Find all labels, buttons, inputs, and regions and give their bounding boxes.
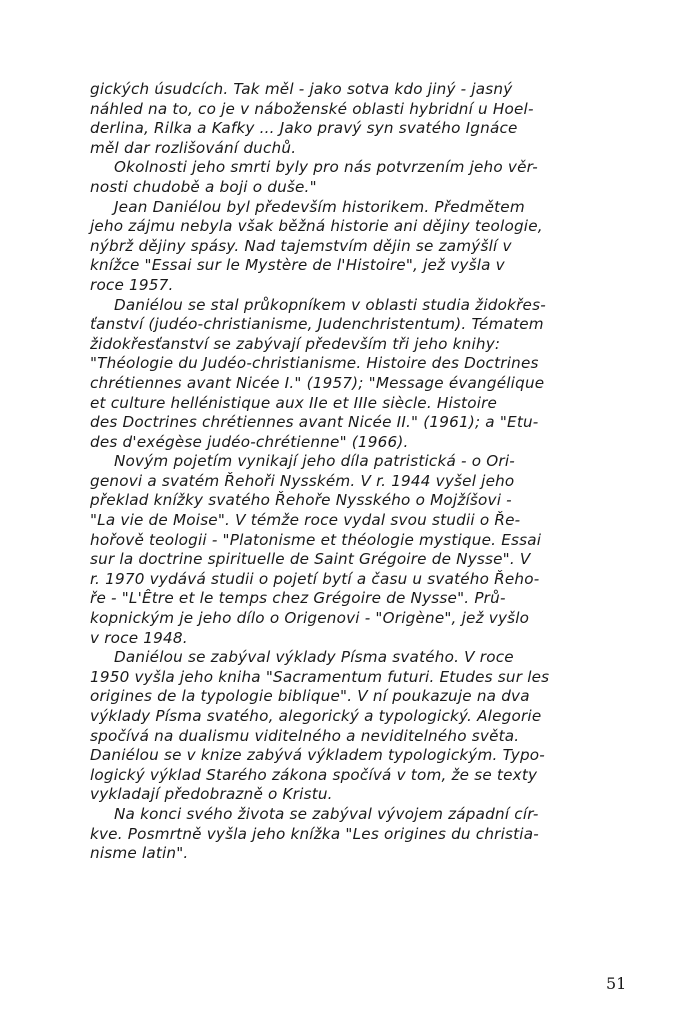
text-line: překlad knížky svatého Řehoře Nysského o Mojžíšovi - (90, 491, 512, 510)
text-line: roce 1957. (90, 275, 174, 294)
text-line: spočívá na dualismu viditelného a neviditelného světa. (90, 726, 520, 745)
paragraph-first-line: Novým pojetím vynikají jeho díla patristická - o Ori- (114, 452, 515, 471)
text-line: genovi a svatém Řehoři Nysském. V r. 1944 vyšel jeho (90, 471, 515, 490)
text-line: vykladají předobrazně o Kristu. (90, 785, 333, 804)
text-line: kve. Posmrtně vyšla jeho knížka "Les origines du christia- (90, 824, 539, 843)
paragraph-first-line: Daniélou se stal průkopníkem v oblasti studia židokřes- (114, 295, 546, 314)
paragraph-first-line: Daniélou se zabýval výklady Písma svatého. V roce (114, 648, 514, 667)
text-line: náhled na to, co je v náboženské oblasti hybridní u Hoel- (90, 99, 534, 118)
text-line: origines de la typologie biblique". V ní poukazuje na dva (90, 687, 530, 706)
text-line: jeho zájmu nebyla však běžná historie ani dějiny teologie, (90, 217, 543, 236)
text-line: nisme latin". (90, 844, 189, 863)
text-line: ře - "L'Être et le temps chez Grégoire de Nysse". Prů- (90, 589, 506, 608)
text-line: Daniélou se v knize zabývá výkladem typologickým. Typo- (90, 746, 545, 765)
text-line: gických úsudcích. Tak měl - jako sotva kdo jiný - jasný (90, 80, 513, 98)
text-line: nýbrž dějiny spásy. Nad tajemstvím dějin se zamýšlí v (90, 236, 512, 255)
page-number: 51 (606, 974, 627, 993)
text-line: v roce 1948. (90, 628, 188, 647)
text-line: des Doctrines chrétiennes avant Nicée II." (1961); a "Etu- (90, 413, 539, 432)
text-line: nosti chudobě a boji o duše." (90, 177, 317, 196)
text-line: výklady Písma svatého, alegorický a typologický. Alegorie (90, 707, 542, 725)
body-text (90, 80, 625, 864)
text-line: kopnickým je jeho dílo o Origenovi - "Origène", jež vyšlo (90, 609, 530, 628)
text-line: et culture hellénistique aux IIe et IIIe siècle. Histoire (90, 393, 498, 412)
text-line: logický výklad Starého zákona spočívá v tom, že se texty (90, 765, 538, 784)
text-line: sur la doctrine spirituelle de Saint Grégoire de Nysse". V (90, 550, 531, 569)
text-line: chrétiennes avant Nicée I." (1957); "Message évangélique (90, 373, 545, 392)
text-line: židokřesťanství se zabývají především tři jeho knihy: (90, 334, 501, 353)
text-line: r. 1970 vydává studii o pojetí bytí a času u svatého Řeho- (90, 569, 540, 588)
paragraph-first-line: Jean Daniélou byl především historikem. Předmětem (114, 197, 525, 216)
text-line: "La vie de Moise". V témže roce vydal svou studii o Ře- (90, 511, 521, 530)
text-line: derlina, Rilka a Kafky ... Jako pravý syn svatého Ignáce (90, 119, 518, 138)
text-line: knížce "Essai sur le Mystère de l'Histoire", jež vyšla v (90, 256, 505, 275)
paragraph-first-line: Na konci svého života se zabýval vývojem západní cír- (114, 804, 539, 823)
paragraph-first-line: Okolnosti jeho smrti byly pro nás potvrzením jeho věr- (114, 158, 538, 177)
text-line: ťanství (judéo-christianisme, Judenchristentum). Tématem (90, 315, 544, 334)
text-line: des d'exégèse judéo-chrétienne" (1966). (90, 432, 409, 451)
text-line: hořově teologii - "Platonisme et théologie mystique. Essai (90, 530, 542, 549)
text-line: "Théologie du Judéo-christianisme. Histoire des Doctrines (90, 354, 539, 373)
text-line: 1950 vyšla jeho kniha "Sacramentum futuri. Etudes sur les (90, 667, 550, 686)
text-line: měl dar rozlišování duchů. (90, 138, 297, 157)
